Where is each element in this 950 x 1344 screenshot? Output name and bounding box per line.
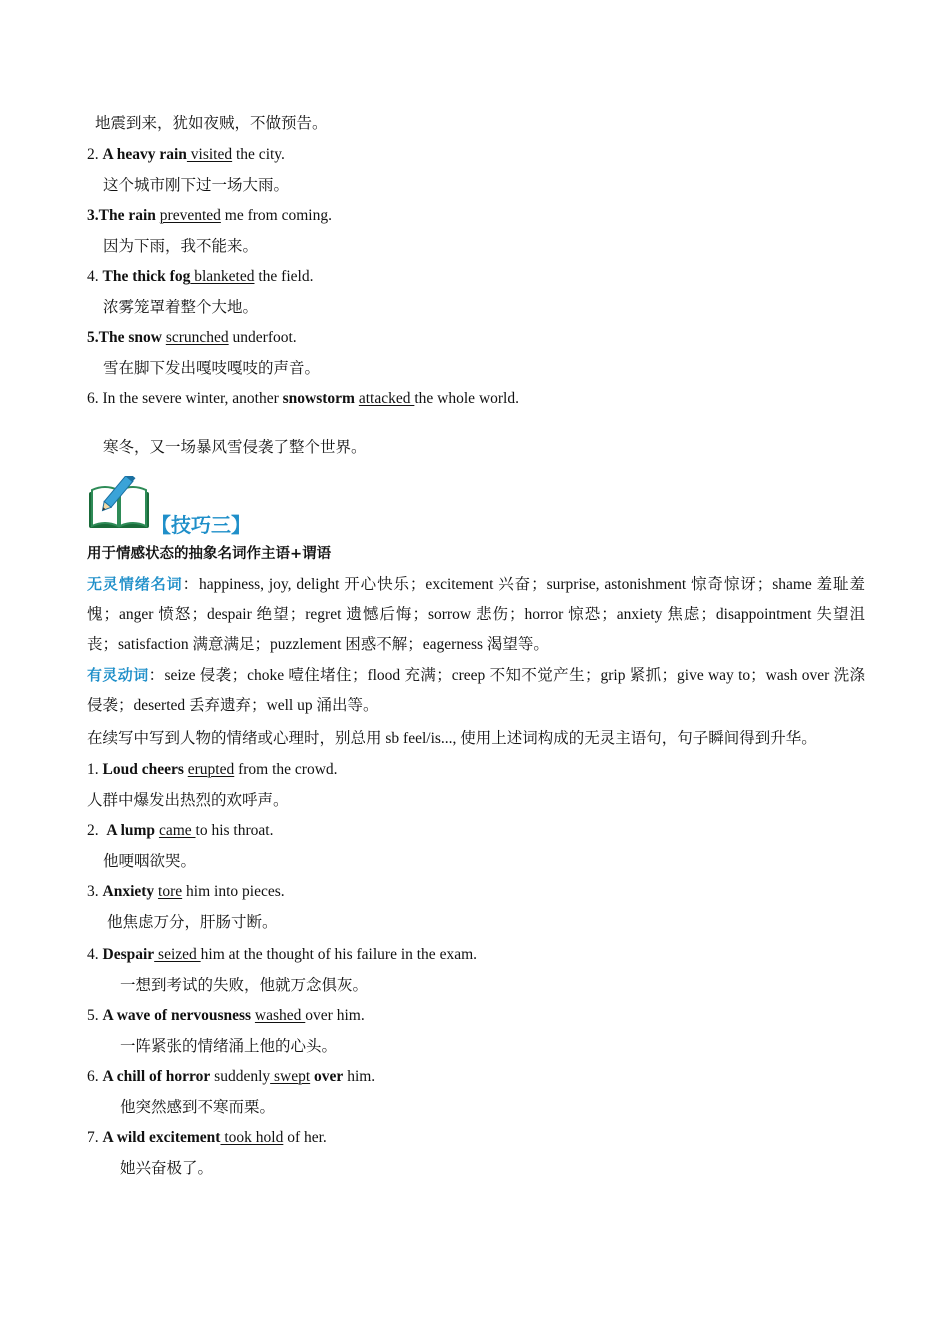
translation-line: 他焦虑万分，肝肠寸断。 <box>107 914 278 931</box>
section-title: 【技巧三】 <box>151 513 251 537</box>
translation-line: 因为下雨，我不能来。 <box>103 238 259 255</box>
nouns-paragraph: 无灵情绪名词：happiness, joy, delight 开心快乐；excitement 兴奋；surprise, astonishment 惊奇惊讶；shame 羞耻羞愧；anger 愤怒；despair 绝望；regret 遗憾后悔；sorrow 悲伤；horror 惊恐；anxiety 焦虑；disappointment 失望沮丧；satisfaction 满意满足；puzzlement 困惑不解；eagerness 渴望等。 <box>87 575 865 653</box>
translation-line: 人群中爆发出热烈的欢呼声。 <box>87 792 289 809</box>
example-sentence: 4. The thick fog blanketed the field. <box>87 268 314 285</box>
section-subtitle: 用于情感状态的抽象名词作主语+谓语 <box>87 546 332 562</box>
translation-line: 他哽咽欲哭。 <box>103 853 197 870</box>
translation-line: 一想到考试的失败，他就万念俱灰。 <box>120 977 369 994</box>
book-pencil-icon <box>87 476 151 532</box>
verbs-label: 有灵动词 <box>87 666 149 684</box>
translation-line: 寒冬，又一场暴风雪侵袭了整个世界。 <box>103 439 367 456</box>
example-sentence: 2. A lump came to his throat. <box>87 822 274 839</box>
example-sentence: 1. Loud cheers erupted from the crowd. <box>87 761 338 778</box>
example-sentence: 3. Anxiety tore him into pieces. <box>87 883 285 900</box>
translation-line: 浓雾笼罩着整个大地。 <box>103 299 259 316</box>
example-sentence: 6. In the severe winter, another snowstorm attacked the whole world. <box>87 390 519 407</box>
example-sentence: 3.The rain prevented me from coming. <box>87 207 332 224</box>
verbs-paragraph: 有灵动词：seize 侵袭；choke 噎住堵住；flood 充满；creep 不知不觉产生；grip 紧抓；give way to；wash over 洗涤侵袭；deserted 丢弃遗弃；well up 涌出等。 <box>87 666 865 714</box>
nouns-label: 无灵情绪名词 <box>87 575 183 593</box>
example-sentence: 5.The snow scrunched underfoot. <box>87 329 297 346</box>
example-sentence: 5. A wave of nervousness washed over him. <box>87 1007 365 1024</box>
translation-line: 这个城市刚下过一场大雨。 <box>103 177 290 194</box>
example-sentence: 4. Despair seized him at the thought of his failure in the exam. <box>87 946 478 963</box>
translation-line: 她兴奋极了。 <box>120 1160 214 1177</box>
translation-line: 他突然感到不寒而栗。 <box>120 1099 276 1116</box>
example-sentence: 6. A chill of horror suddenly swept over him. <box>87 1068 376 1085</box>
note-line: 在续写中写到人物的情绪或心理时，别总用 sb feel/is..., 使用上述词构成的无灵主语句，句子瞬间得到升华。 <box>87 730 817 747</box>
translation-line: 一阵紧张的情绪涌上他的心头。 <box>120 1038 338 1055</box>
translation-line: 雪在脚下发出嘎吱嘎吱的声音。 <box>103 360 321 377</box>
section-heading <box>87 476 251 537</box>
translation-line: 地震到来，犹如夜贼，不做预告。 <box>95 115 328 132</box>
example-sentence: 2. A heavy rain visited the city. <box>87 146 285 163</box>
example-sentence: 7. A wild excitement took hold of her. <box>87 1129 327 1146</box>
